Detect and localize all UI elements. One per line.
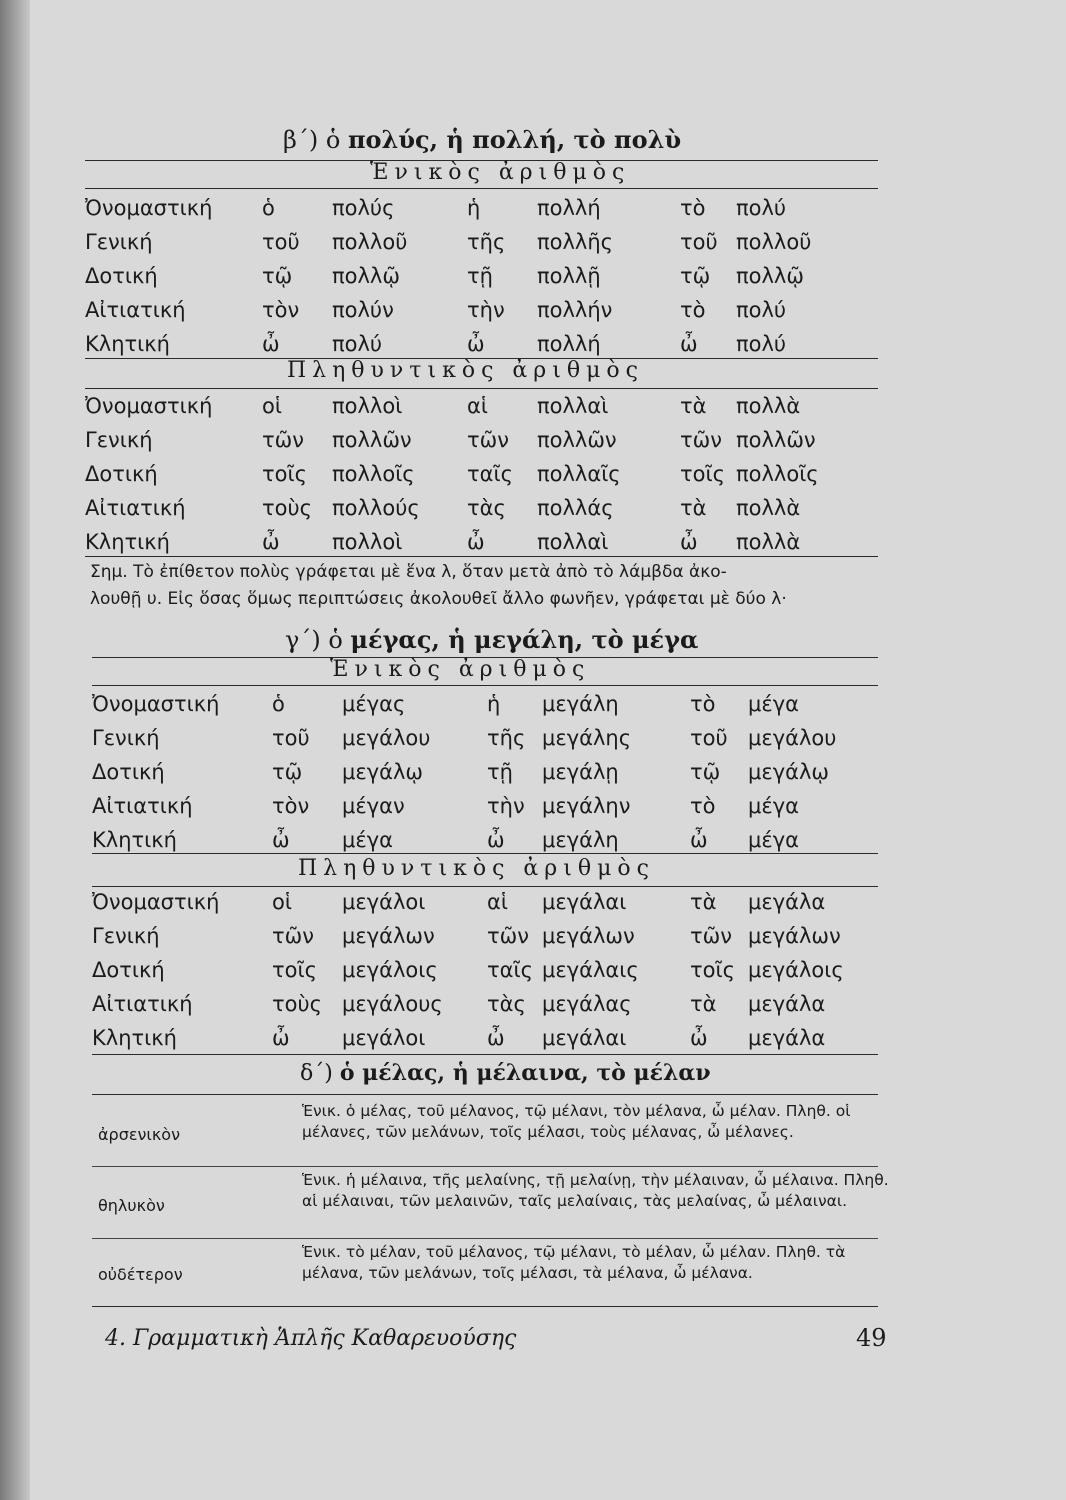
fem-form: πολλαὶ (537, 394, 609, 418)
fem-form: πολλαὶ (537, 530, 609, 554)
masc-article: τῶν (262, 428, 304, 452)
masc-form: πολλῶν (332, 428, 412, 452)
neut-article: ὦ (690, 1026, 708, 1050)
fem-article: τῇ (487, 760, 513, 784)
neut-article: τοῖς (680, 462, 725, 486)
fem-form: πολλῇ (537, 264, 601, 288)
neut-form: μεγάλῳ (748, 760, 829, 784)
masc-form: πολύ (332, 332, 383, 356)
fem-article: τὴν (487, 794, 525, 818)
neut-form: πολλοῖς (736, 462, 819, 486)
rule-b-plural (85, 388, 878, 389)
neut-form: πολλῶν (736, 428, 816, 452)
neut-article: τὸ (690, 794, 716, 818)
neut-article: τῶν (690, 924, 732, 948)
fem-form: πολλῶν (537, 428, 617, 452)
section-b-title (283, 125, 681, 154)
masc-article: τῶν (272, 924, 314, 948)
neut-article: τὰ (690, 890, 717, 914)
neut-form: πολύ (736, 298, 787, 322)
masc-article: τῷ (272, 760, 303, 784)
section-b-plural-head: Πληθυντικὸς ἀριθμὸς (287, 358, 644, 383)
section-c-title (285, 625, 698, 654)
case-label: Γενική (85, 230, 153, 254)
rule-c-mid (92, 853, 878, 854)
case-label: Δοτική (85, 462, 158, 486)
fem-article: τῶν (487, 924, 529, 948)
fem-form: μεγάλων (542, 924, 635, 948)
section-d-title-main: ὁ μέλας, ἡ μέλαινα, τὸ μέλαν (339, 1060, 711, 1086)
case-label: Δοτική (92, 958, 165, 982)
masc-form: μεγάλου (342, 726, 431, 750)
fem-form: πολλή (537, 332, 601, 356)
masc-article: οἱ (262, 394, 282, 418)
fem-form: μεγάλη (542, 692, 619, 716)
section-b-singular-head: Ἑνικὸς ἀριθμὸς (370, 160, 631, 185)
neut-form: μεγάλων (748, 924, 841, 948)
masc-article: τοῖς (272, 958, 317, 982)
masc-article: τοῦ (262, 230, 300, 254)
section-c-title-prefix: γ΄) ὁ (285, 626, 351, 654)
masc-form: μέγας (342, 692, 406, 716)
neut-article: ὦ (680, 332, 698, 356)
masc-form: πολύν (332, 298, 394, 322)
masc-form: μέγα (342, 828, 393, 852)
fem-article: ἡ (467, 196, 481, 220)
neut-form: μεγάλα (748, 1026, 826, 1050)
case-label: Αἰτιατική (85, 298, 186, 322)
fem-article: ὦ (467, 530, 485, 554)
neut-article: τὸ (680, 298, 706, 322)
case-label: Δοτική (85, 264, 158, 288)
neut-article: ὦ (680, 530, 698, 554)
neut-form: πολλὰ (736, 394, 801, 418)
neut-article: τὰ (680, 496, 707, 520)
case-label: Ὀνομαστική (92, 890, 220, 914)
masc-article: τὸν (262, 298, 300, 322)
fem-form: πολλῆς (537, 230, 613, 254)
masc-form: μέγαν (342, 794, 405, 818)
section-d-title-prefix: δ΄) (300, 1061, 340, 1086)
rule-d-top (92, 1094, 878, 1095)
rule-d-2 (92, 1238, 878, 1239)
masc-article: ὦ (272, 1026, 290, 1050)
book-spine-shadow (0, 0, 30, 1500)
fem-article: τὴν (467, 298, 505, 322)
neut-article: τὰ (690, 992, 717, 1016)
fem-article: τῶν (467, 428, 509, 452)
case-label: Ὀνομαστική (92, 692, 220, 716)
masc-form: μεγάλῳ (342, 760, 423, 784)
section-b-title-main: πολύς, ἡ πολλή, τὸ πολὺ (347, 125, 682, 154)
neut-form: μεγάλα (748, 890, 826, 914)
case-label: Αἰτιατική (92, 794, 193, 818)
masc-article: ὦ (262, 332, 280, 356)
neut-form: πολλῷ (736, 264, 804, 288)
rule-b-bottom (85, 556, 878, 557)
case-label: Γενική (92, 924, 160, 948)
fem-article: ἡ (487, 692, 501, 716)
fem-form: μεγάλῃ (542, 760, 619, 784)
neut-form: πολλὰ (736, 496, 801, 520)
case-label: Κλητική (85, 332, 170, 356)
masc-article: ὦ (262, 530, 280, 554)
fem-article: αἱ (467, 394, 488, 418)
masc-article: τοῖς (262, 462, 307, 486)
fem-article: ὦ (487, 828, 505, 852)
section-d-title (300, 1060, 711, 1086)
masc-article: τοὺς (262, 496, 312, 520)
neut-article: τοῦ (690, 726, 728, 750)
case-label: Αἰτιατική (85, 496, 186, 520)
fem-form: μεγάλης (542, 726, 632, 750)
masc-form: μεγάλους (342, 992, 443, 1016)
masc-article: τοὺς (272, 992, 322, 1016)
fem-form: μεγάλη (542, 828, 619, 852)
case-label: Κλητική (85, 530, 170, 554)
masc-form: πολλοῦ (332, 230, 408, 254)
fem-article: ταῖς (487, 958, 533, 982)
fem-article: ὦ (487, 1026, 505, 1050)
delta-text-feminine: Ἑνικ. ἡ μέλαινα, τῆς μελαίνης, τῇ μελαίνῃ, τὴν μέλαιναν, ὦ μέλαινα. Πληθ. αἱ μέλαιναι, τῶν μελαινῶν, ταῖς μελαίναις, τὰς μελαίνας, ὦ μέλαιναι. (302, 1171, 889, 1210)
fem-article: τῆς (467, 230, 506, 254)
fem-form: μεγάλαι (542, 1026, 627, 1050)
neut-form: πολλὰ (736, 530, 801, 554)
fem-article: τὰς (467, 496, 506, 520)
masc-article: ὁ (272, 692, 285, 716)
fem-article: τῇ (467, 264, 493, 288)
masc-article: τῷ (262, 264, 293, 288)
masc-form: πολλοῖς (332, 462, 415, 486)
case-label: Γενική (92, 726, 160, 750)
rule-c-singular (92, 685, 878, 686)
fem-article: τὰς (487, 992, 526, 1016)
fem-form: μεγάλαις (542, 958, 639, 982)
masc-form: πολλοὶ (332, 394, 403, 418)
case-label: Ὀνομαστική (85, 196, 213, 220)
neut-article: τοῦ (680, 230, 718, 254)
masc-article: τὸν (272, 794, 310, 818)
section-c-title-main: μέγας, ἡ μεγάλη, τὸ μέγα (350, 625, 699, 654)
fem-form: πολλήν (537, 298, 613, 322)
fem-form: πολλάς (537, 496, 614, 520)
masc-form: πολλούς (332, 496, 420, 520)
neut-form: πολλοῦ (736, 230, 812, 254)
masc-form: μεγάλων (342, 924, 435, 948)
neut-form: μέγα (748, 828, 799, 852)
note-line-1: Σημ. Τὸ ἐπίθετον πολὺς γράφεται μὲ ἕνα λ, ὅταν μετὰ ἀπὸ τὸ λάμβδα ἀκο- (90, 562, 727, 582)
neut-article: τοῖς (690, 958, 735, 982)
rule-d-1 (92, 1166, 878, 1167)
masc-article: οἱ (272, 890, 292, 914)
delta-label-neuter: οὐδέτερον (98, 1265, 183, 1284)
masc-article: ὦ (272, 828, 290, 852)
neut-form: μεγάλοις (748, 958, 844, 982)
neut-form: μέγα (748, 794, 799, 818)
neut-article: τῷ (690, 760, 721, 784)
neut-form: μέγα (748, 692, 799, 716)
neut-form: μεγάλα (748, 992, 826, 1016)
fem-article: τῆς (487, 726, 526, 750)
fem-form: πολλαῖς (537, 462, 621, 486)
delta-label-feminine: θηλυκὸν (98, 1196, 165, 1215)
fem-form: μεγάλας (542, 992, 632, 1016)
delta-text-neuter: Ἑνικ. τὸ μέλαν, τοῦ μέλανος, τῷ μέλανι, τὸ μέλαν, ὦ μέλαν. Πληθ. τὰ μέλανα, τῶν μελάνων, τοῖς μέλασι, τὰ μέλανα, ὦ μέλανα. (302, 1243, 846, 1282)
case-label: Δοτική (92, 760, 165, 784)
case-label: Ὀνομαστική (85, 394, 213, 418)
page-number: 49 (856, 1324, 887, 1352)
neut-form: μεγάλου (748, 726, 837, 750)
note-line-2: λουθῇ υ. Εἰς ὅσας ὅμως περιπτώσεις ἀκολουθεῖ ἄλλο φωνῆεν, γράφεται μὲ δύο λ· (90, 589, 787, 609)
rule-c-bottom (92, 1054, 878, 1055)
fem-article: ὦ (467, 332, 485, 356)
case-label: Κλητική (92, 828, 177, 852)
masc-form: πολλῷ (332, 264, 400, 288)
delta-label-masculine: ἀρσενικὸν (98, 1125, 180, 1144)
section-c-singular-head: Ἑνικὸς ἀριθμὸς (330, 657, 591, 682)
masc-form: πολύς (332, 196, 395, 220)
footer-book-title: 4. Γραμματικὴ Ἁπλῆς Καθαρευούσης (105, 1326, 517, 1351)
case-label: Γενική (85, 428, 153, 452)
neut-article: τὸ (680, 196, 706, 220)
fem-article: ταῖς (467, 462, 513, 486)
neut-article: ὦ (690, 828, 708, 852)
masc-article: ὁ (262, 196, 275, 220)
fem-form: μεγάλαι (542, 890, 627, 914)
section-b-title-prefix: β΄) ὁ (283, 126, 348, 154)
masc-form: πολλοὶ (332, 530, 403, 554)
neut-article: τὰ (680, 394, 707, 418)
masc-article: τοῦ (272, 726, 310, 750)
masc-form: μεγάλοι (342, 1026, 426, 1050)
neut-article: τῷ (680, 264, 711, 288)
rule-b-singular (85, 188, 878, 189)
neut-form: πολύ (736, 332, 787, 356)
fem-article: αἱ (487, 890, 508, 914)
rule-c-plural (92, 886, 878, 887)
case-label: Κλητική (92, 1026, 177, 1050)
neut-form: πολύ (736, 196, 787, 220)
section-c-plural-head: Πληθυντικὸς ἀριθμὸς (298, 856, 655, 881)
rule-d-bottom (92, 1306, 878, 1307)
neut-article: τὸ (690, 692, 716, 716)
fem-form: πολλή (537, 196, 601, 220)
delta-text-masculine: Ἑνικ. ὁ μέλας, τοῦ μέλανος, τῷ μέλανι, τὸν μέλανα, ὦ μέλαν. Πληθ. οἱ μέλανες, τῶν μελάνων, τοῖς μέλασι, τοὺς μέλανας, ὦ μέλανες. (302, 1102, 851, 1141)
masc-form: μεγάλοις (342, 958, 438, 982)
fem-form: μεγάλην (542, 794, 631, 818)
neut-article: τῶν (680, 428, 722, 452)
masc-form: μεγάλοι (342, 890, 426, 914)
case-label: Αἰτιατική (92, 992, 193, 1016)
